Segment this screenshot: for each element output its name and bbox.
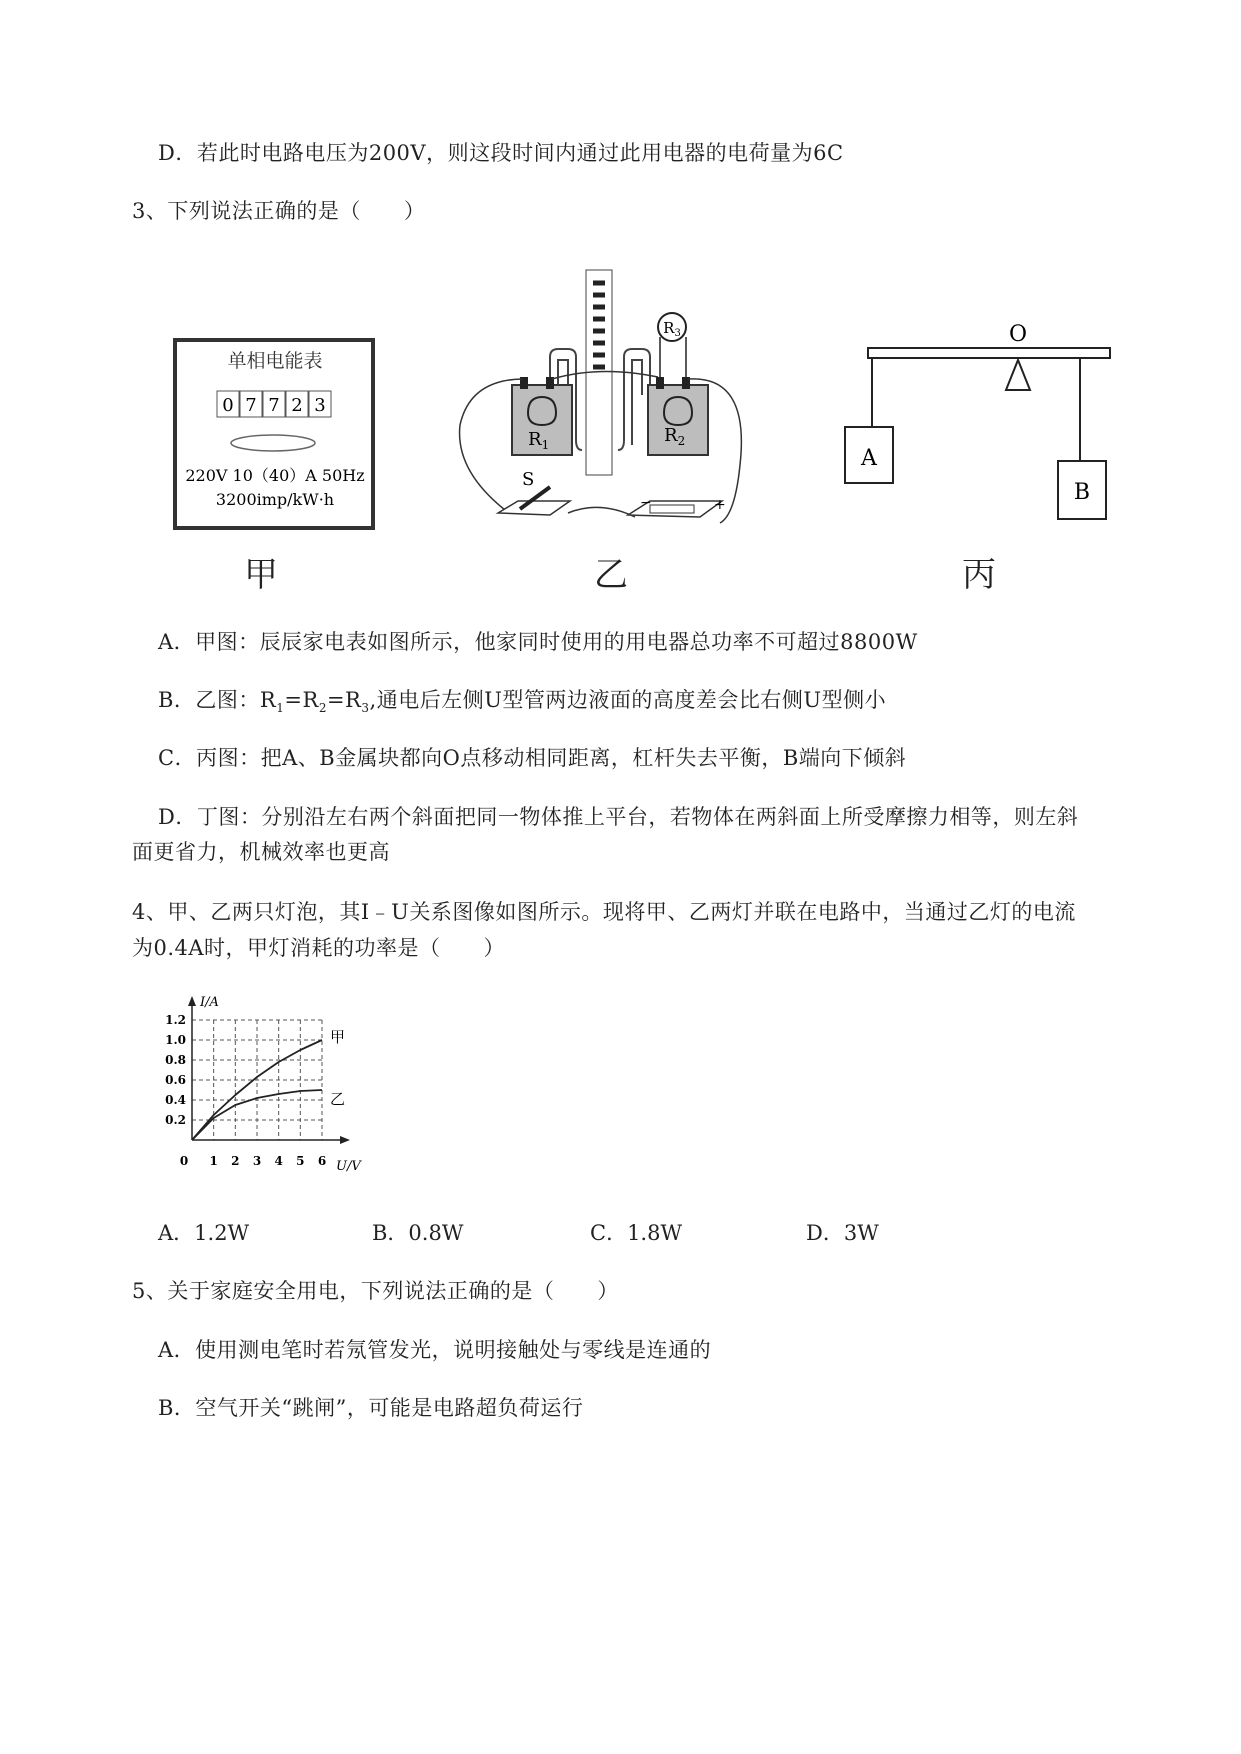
x-tick-label: 5 — [296, 1154, 305, 1168]
y-tick-label: 0.2 — [165, 1113, 186, 1127]
y-tick-label: 0.6 — [165, 1073, 186, 1087]
chart-grid — [192, 1020, 322, 1140]
figure-electric-meter — [170, 335, 380, 535]
q3-option-a: A．甲图：辰辰家电表如图所示，他家同时使用的用电器总功率不可超过8800W — [158, 630, 918, 654]
battery — [650, 505, 694, 513]
x-tick-label: 1 — [209, 1154, 218, 1168]
q5-option-b: B．空气开关“跳闸”，可能是电路超负荷运行 — [158, 1396, 584, 1420]
x-tick-label: 4 — [274, 1154, 283, 1168]
series-label-jia: 甲 — [330, 1028, 346, 1046]
meter-digits — [217, 391, 331, 417]
figure-joule-circuit — [450, 265, 750, 540]
label-switch: S — [522, 469, 535, 490]
q4-option-b: B．0.8W — [372, 1221, 464, 1245]
x-axis-arrow — [340, 1136, 350, 1144]
label-pivot-o: O — [1008, 322, 1028, 347]
y-tick-label: 0.8 — [165, 1053, 186, 1067]
fulcrum — [1006, 360, 1030, 390]
meter-spec1: 220V 10（40）A 50Hz — [185, 466, 365, 485]
label-r1: $R_1$ — [528, 429, 550, 452]
meter-digit: 7 — [245, 395, 257, 416]
q4-option-c: C．1.8W — [590, 1221, 683, 1245]
meter-title: 单相电能表 — [227, 350, 323, 372]
meter-digit: 3 — [314, 395, 326, 416]
meter-digit: 7 — [268, 395, 280, 416]
label-plus: + — [714, 497, 726, 513]
q3-option-d-line2: 面更省力，机械效率也更高 — [132, 840, 390, 864]
x-tick-label: 2 — [231, 1154, 240, 1168]
y-axis-label: I/A — [200, 995, 219, 1010]
label-b: B — [1073, 480, 1091, 505]
q2-option-d: D．若此时电路电压为200V，则这段时间内通过此用电器的电荷量为6C — [158, 141, 844, 165]
x-tick-label: 3 — [252, 1154, 262, 1168]
label-r3: $R_3$ — [663, 319, 681, 339]
switch-base — [498, 501, 570, 515]
y-axis-arrow — [188, 996, 196, 1006]
y-tick-label: 1.2 — [165, 1013, 186, 1027]
figure-lever — [840, 315, 1120, 525]
q3-option-b: B．乙图：$R_1=R_2=R_3$,通电后左侧U型管两边液面的高度差会比右侧U型侧小 — [158, 688, 887, 716]
q5-stem: 5、关于家庭安全用电，下列说法正确的是（ ） — [132, 1279, 619, 1303]
q4-option-a: A．1.2W — [158, 1221, 250, 1245]
meter-digit: 2 — [291, 395, 303, 416]
q3-option-d-line1: D．丁图：分别沿左右两个斜面把同一物体推上平台，若物体在两斜面上所受摩擦力相等，则左斜 — [158, 805, 1079, 829]
q3-option-c: C．丙图：把A、B金属块都向O点移动相同距离，杠杆失去平衡，B端向下倾斜 — [158, 746, 907, 770]
label-a: A — [861, 446, 877, 471]
q4-option-d: D．3W — [806, 1221, 879, 1245]
q3-stem: 3、下列说法正确的是（ ） — [132, 199, 426, 223]
q4-stem-line1: 4、甲、乙两只灯泡，其I﹣U关系图像如图所示。现将甲、乙两灯并联在电路中，当通过乙灯的电流 — [132, 900, 1076, 924]
q4-stem-line2: 为0.4A时，甲灯消耗的功率是（ ） — [132, 936, 506, 960]
caption-bing: 丙 — [962, 555, 996, 595]
y-tick-label: 0.4 — [165, 1093, 186, 1107]
series-label-yi: 乙 — [330, 1090, 346, 1108]
caption-jia: 甲 — [244, 555, 278, 595]
x-axis-label: U/V — [336, 1159, 361, 1174]
x-tick-label: 0 — [179, 1154, 189, 1168]
q5-option-a: A．使用测电笔时若氖管发光，说明接触处与零线是连通的 — [158, 1338, 712, 1362]
y-tick-label: 1.0 — [165, 1033, 186, 1047]
meter-digit: 0 — [222, 395, 234, 416]
meter-spec2: 3200imp/kW·h — [215, 490, 335, 509]
lever-bar — [868, 348, 1110, 358]
label-minus: − — [640, 495, 652, 511]
iu-chart — [160, 990, 375, 1185]
caption-yi: 乙 — [594, 555, 628, 595]
label-r2: $R_2$ — [664, 425, 686, 448]
x-tick-label: 6 — [317, 1154, 327, 1168]
